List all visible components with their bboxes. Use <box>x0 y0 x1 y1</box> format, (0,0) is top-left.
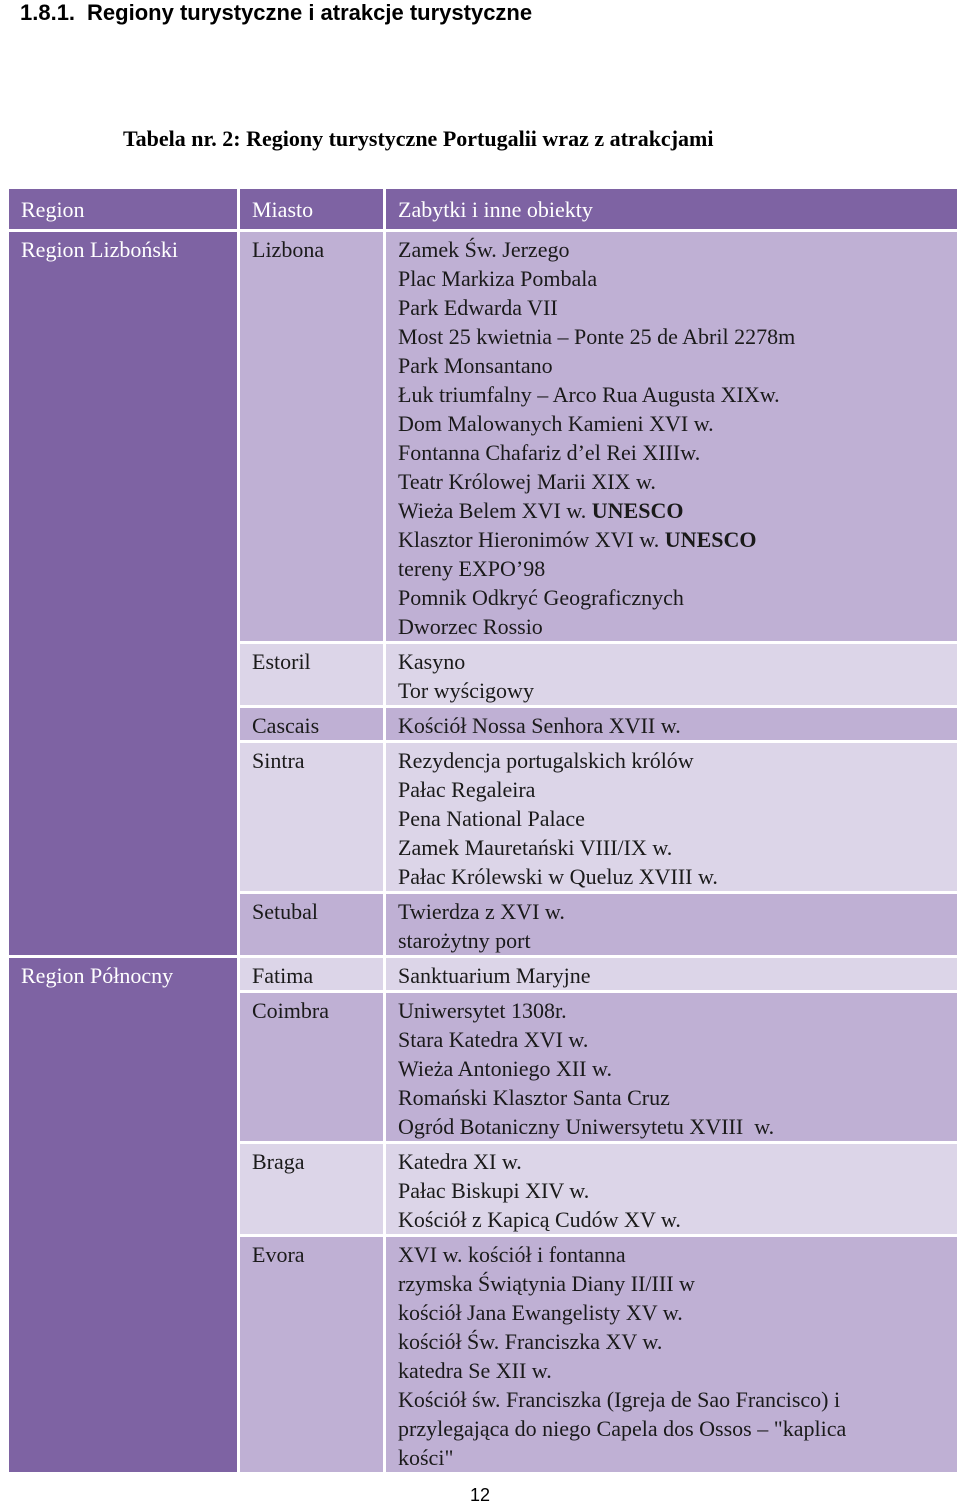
attraction-item: kościół Jana Ewangelisty XV w. <box>398 1300 683 1325</box>
attraction-item <box>398 525 951 554</box>
attraction-item: Park Monsantano <box>398 353 553 378</box>
table-header-row <box>9 189 957 229</box>
attraction-item: Pomnik Odkryć Geograficznych <box>398 585 684 610</box>
attraction-item: Park Edwarda VII <box>398 295 558 320</box>
attraction-item: Katedra XI w. <box>398 1149 522 1174</box>
attraction-item: Kościół św. Franciszka (Igreja de Sao Francisco) i <box>398 1387 841 1412</box>
attraction-item: Pałac Biskupi XIV w. <box>398 1178 590 1203</box>
attractions-cell <box>386 743 957 891</box>
attraction-item: starożytny port <box>398 928 531 953</box>
table-body <box>9 232 957 1472</box>
section-title: Regiony turystyczne i atrakcje turystyczne <box>87 0 533 25</box>
header-city: Miasto <box>240 189 383 229</box>
attraction-item: Pałac Królewski w Queluz XVIII w. <box>398 864 718 889</box>
attraction-item: XVI w. kościół i fontanna <box>398 1242 626 1267</box>
table-caption: Tabela nr. 2: Regiony turystyczne Portugalii wraz z atrakcjami <box>123 126 714 151</box>
attractions-cell <box>386 644 957 705</box>
attraction-item: kościół Św. Franciszka XV w. <box>398 1329 663 1354</box>
attraction-item: kości" <box>398 1445 454 1470</box>
city-cell: Coimbra <box>240 993 383 1141</box>
attraction-item: Zamek Św. Jerzego <box>398 237 570 262</box>
attraction-item: Dworzec Rossio <box>398 614 543 639</box>
attraction-item: Stara Katedra XVI w. <box>398 1027 589 1052</box>
attraction-text: Wieża Belem XVI w. <box>398 498 592 523</box>
attraction-item: Ogród Botaniczny Uniwersytetu XVIII w. <box>398 1114 775 1139</box>
attraction-item: Pałac Regaleira <box>398 777 536 802</box>
attraction-item: katedra Se XII w. <box>398 1358 552 1383</box>
city-cell: Cascais <box>240 708 383 740</box>
header-attractions: Zabytki i inne obiekty <box>386 189 957 229</box>
attraction-item: rzymska Świątynia Diany II/III w <box>398 1271 695 1296</box>
attraction-item: Teatr Królowej Marii XIX w. <box>398 469 656 494</box>
unesco-badge: UNESCO <box>664 527 757 552</box>
attraction-item: Rezydencja portugalskich królów <box>398 748 694 773</box>
attractions-table <box>6 186 960 1475</box>
attraction-item: przylegająca do niego Capela dos Ossos – "kaplica <box>398 1416 847 1441</box>
table-row <box>9 958 957 990</box>
attractions-cell <box>386 993 957 1141</box>
attraction-item: tereny EXPO’98 <box>398 556 546 581</box>
city-cell: Braga <box>240 1144 383 1234</box>
section-heading <box>20 0 532 26</box>
attraction-item: Twierdza z XVI w. <box>398 899 565 924</box>
attraction-item: Romański Klasztor Santa Cruz <box>398 1085 670 1110</box>
section-number: 1.8.1. <box>20 0 76 25</box>
city-cell: Lizbona <box>240 232 383 641</box>
attractions-cell <box>386 1144 957 1234</box>
attraction-item: Sanktuarium Maryjne <box>398 963 591 988</box>
city-cell: Estoril <box>240 644 383 705</box>
attractions-cell <box>386 708 957 740</box>
city-cell: Setubal <box>240 894 383 955</box>
page-number: 12 <box>469 1485 491 1505</box>
attraction-item: Plac Markiza Pombala <box>398 266 598 291</box>
attraction-item: Dom Malowanych Kamieni XVI w. <box>398 411 714 436</box>
header-region: Region <box>9 189 237 229</box>
attraction-item: Pena National Palace <box>398 806 585 831</box>
attraction-item <box>398 496 951 525</box>
city-cell: Fatima <box>240 958 383 990</box>
attractions-cell <box>386 1237 957 1472</box>
region-cell: Region Północny <box>9 958 237 1472</box>
attraction-item: Zamek Mauretański VIII/IX w. <box>398 835 673 860</box>
attraction-text: Klasztor Hieronimów XVI w. <box>398 527 665 552</box>
city-cell: Sintra <box>240 743 383 891</box>
city-cell: Evora <box>240 1237 383 1472</box>
unesco-badge: UNESCO <box>591 498 684 523</box>
attractions-cell <box>386 894 957 955</box>
attraction-item: Tor wyścigowy <box>398 678 534 703</box>
attractions-cell <box>386 232 957 641</box>
attraction-item: Most 25 kwietnia – Ponte 25 de Abril 2278m <box>398 324 796 349</box>
attraction-item: Łuk triumfalny – Arco Rua Augusta XIXw. <box>398 382 780 407</box>
attraction-item: Kasyno <box>398 649 466 674</box>
attraction-item: Wieża Antoniego XII w. <box>398 1056 612 1081</box>
attraction-item: Kościół z Kapicą Cudów XV w. <box>398 1207 681 1232</box>
attraction-item: Fontanna Chafariz d’el Rei XIIIw. <box>398 440 701 465</box>
table-row <box>9 232 957 641</box>
region-cell: Region Lizboński <box>9 232 237 955</box>
attractions-cell <box>386 958 957 990</box>
attraction-item: Kościół Nossa Senhora XVII w. <box>398 713 681 738</box>
attraction-item: Uniwersytet 1308r. <box>398 998 567 1023</box>
